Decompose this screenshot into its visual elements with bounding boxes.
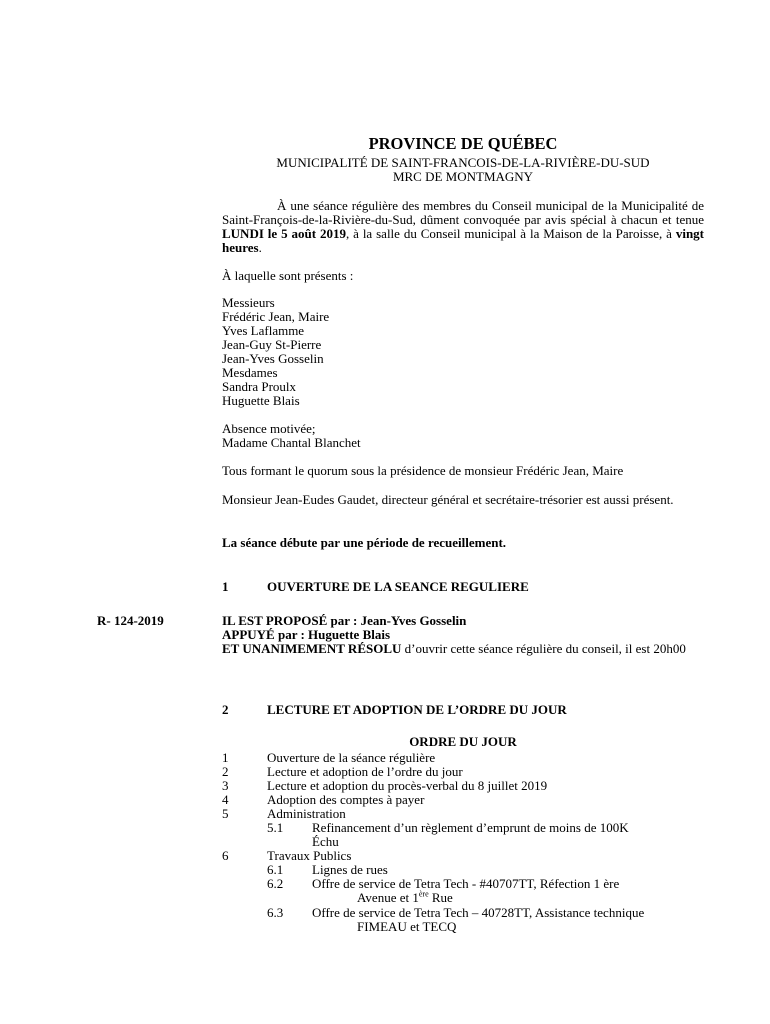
absence-name: Madame Chantal Blanchet [222,435,361,450]
section-2-title: LECTURE ET ADOPTION DE L’ORDRE DU JOUR [267,702,567,717]
attendee-item: Jean-Yves Gosselin [222,351,324,366]
agenda-subitem-text: Refinancement d’un règlement d’emprunt de moins de 100K [312,820,629,835]
agenda-subitem-continuation [357,891,453,905]
intro-paragraph [222,199,704,255]
agenda-subitem-number: 5.1 [267,820,284,835]
resolution-seconded: APPUYÉ par : Huguette Blais [222,627,391,642]
absence-label: Absence motivée; [222,421,316,436]
agenda-subitem-continuation: Échu [312,834,339,849]
attendee-item: Mesdames [222,365,278,380]
attendee-item: Messieurs [222,295,275,310]
meeting-time: vingt heures [222,226,704,255]
quorum-text: Tous formant le quorum sous la présidence de monsieur Frédéric Jean, Maire [222,463,624,478]
attendee-list [222,296,329,408]
agenda-subitem-number: 6.2 [267,876,284,891]
agenda-item-number: 6 [222,848,229,863]
agenda-item-text: Ouverture de la séance régulière [267,750,436,765]
resolved-label: ET UNANIMEMENT RÉSOLU [222,641,402,656]
attendee-item: Yves Laflamme [222,323,305,338]
agenda-item-text: Lecture et adoption de l’ordre du jour [267,764,463,779]
agenda-subitem-number: 6.1 [267,862,284,877]
agenda-item-text: Travaux Publics [267,848,352,863]
agenda-title: ORDRE DU JOUR [409,734,517,749]
resolution-number: R- 124-2019 [97,613,164,628]
continuation-text: Avenue et 1 [357,890,419,905]
agenda-item-text: Adoption des comptes à payer [267,792,425,807]
section-2-number: 2 [222,702,229,717]
section-1-number: 1 [222,579,229,594]
superscript-text: ère [418,889,429,899]
intro-text-3: . [258,240,262,255]
continuation-text: Rue [428,890,453,905]
agenda-item-number: 4 [222,792,229,807]
attendee-item: Sandra Proulx [222,379,297,394]
section-1-title: OUVERTURE DE LA SEANCE REGULIERE [267,579,529,594]
agenda-item-number: 5 [222,806,229,821]
recueillement-text: La séance débute par une période de recueillement. [222,535,507,550]
agenda-subitem-continuation: FIMEAU et TECQ [357,919,457,934]
mrc-name: MRC DE MONTMAGNY [392,169,534,184]
agenda-item-number: 1 [222,750,229,765]
attendee-item: Frédéric Jean, Maire [222,309,330,324]
intro-text-1: À une séance régulière des membres du Conseil municipal de la Municipalité de Saint-François-de-la-Rivière-du-Sud, dûment convoquée par avis spécial à chacun et tenue [222,198,704,227]
attendee-item: Huguette Blais [222,393,300,408]
agenda-item-number: 3 [222,778,229,793]
agenda-item-number: 2 [222,764,229,779]
resolution-proposed: IL EST PROPOSÉ par : Jean-Yves Gosselin [222,613,467,628]
page-title: PROVINCE DE QUÉBEC [368,134,558,153]
intro-text-2: , à la salle du Conseil municipal à la Maison de la Paroisse, à [345,226,676,241]
agenda-item-text: Lecture et adoption du procès-verbal du 8 juillet 2019 [267,778,548,793]
resolution-resolved [222,642,704,656]
agenda-subitem-number: 6.3 [267,905,284,920]
resolved-text: d’ouvrir cette séance régulière du conseil, il est 20h00 [401,641,686,656]
presents-label: À laquelle sont présents : [222,268,354,283]
meeting-date: LUNDI le 5 août 2019 [222,226,346,241]
director-text: Monsieur Jean-Eudes Gaudet, directeur général et secrétaire-trésorier est aussi présent. [222,492,674,507]
attendee-item: Jean-Guy St-Pierre [222,337,322,352]
agenda-subitem-text: Lignes de rues [312,862,388,877]
agenda-item-text: Administration [267,806,346,821]
municipality-name: MUNICIPALITÉ DE SAINT-FRANCOIS-DE-LA-RIVIÈRE-DU-SUD [276,155,650,170]
agenda-subitem-text: Offre de service de Tetra Tech – 40728TT, Assistance technique [312,905,645,920]
agenda-subitem-text: Offre de service de Tetra Tech - #40707TT, Réfection 1 ère [312,876,620,891]
